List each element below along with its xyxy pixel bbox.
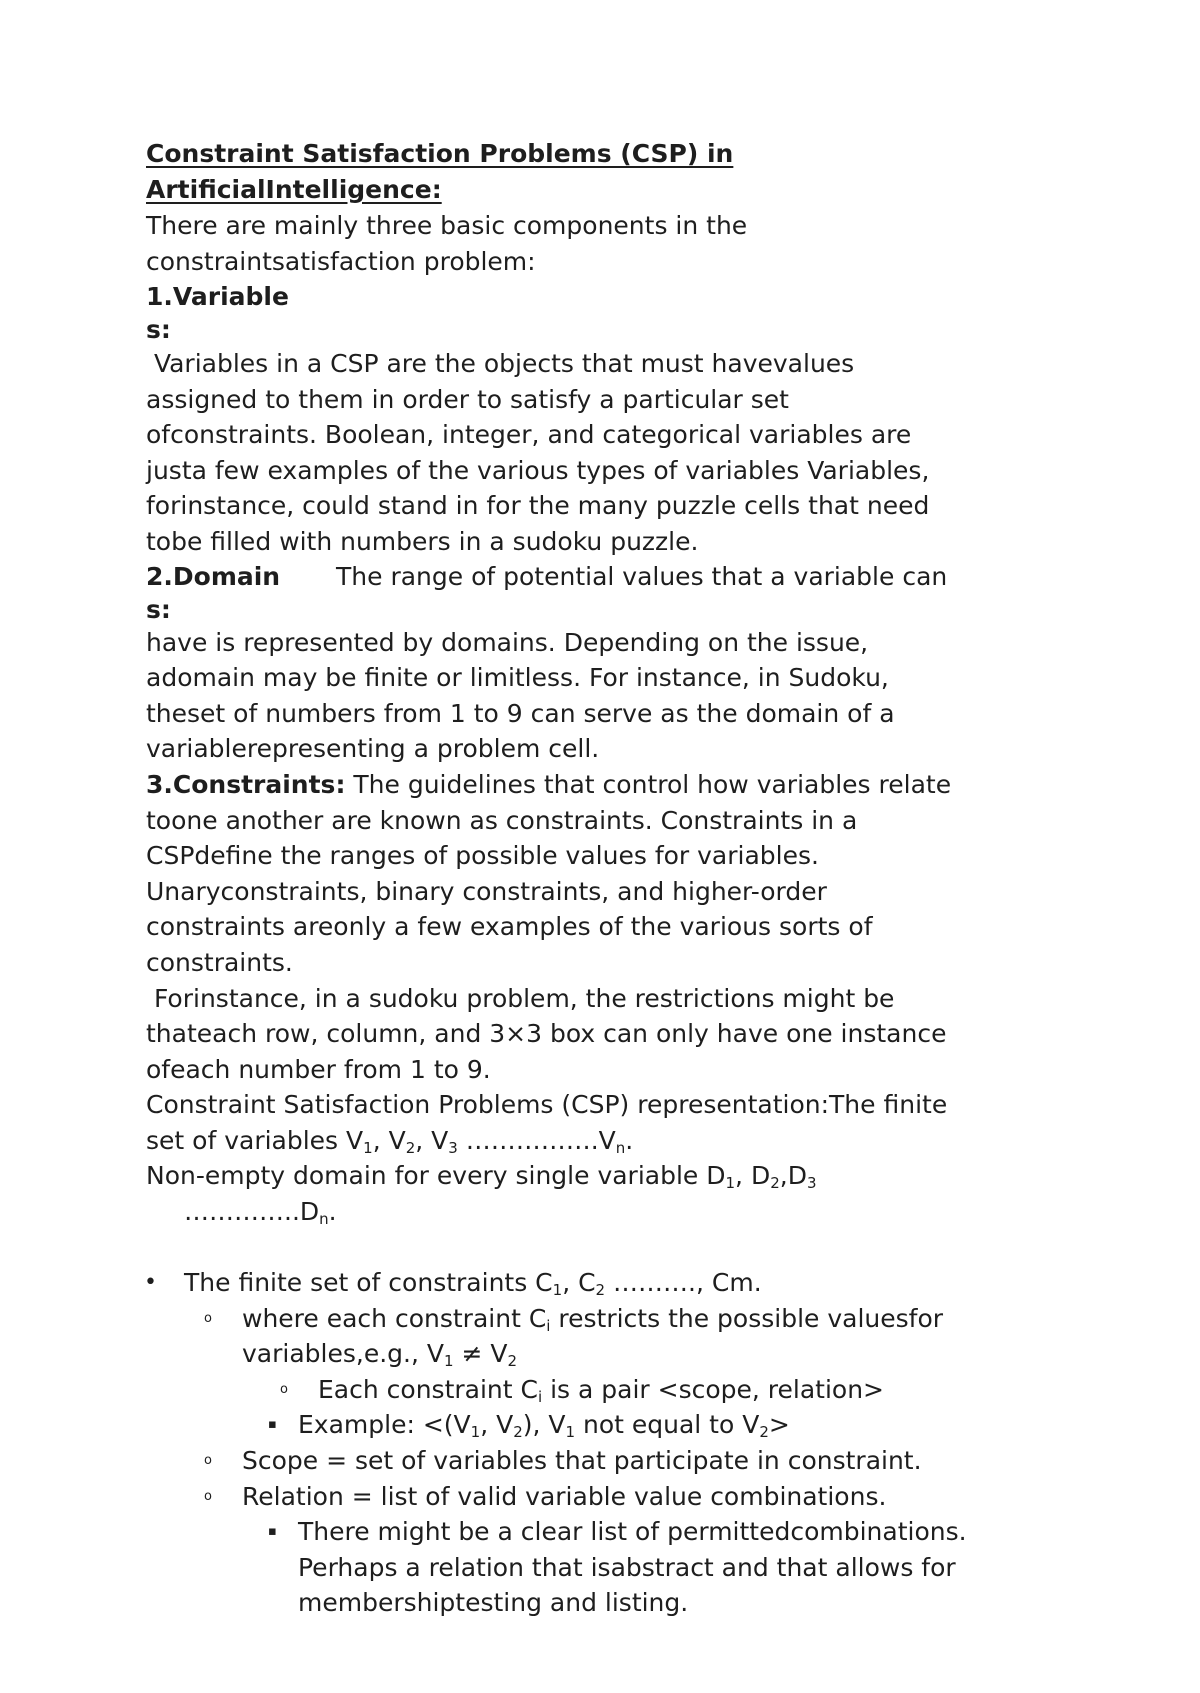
variables-text-5: forinstance, could stand in for the many puzzle cells that need	[146, 491, 930, 520]
representation-line-1: Constraint Satisfaction Problems (CSP) representation:The finite	[146, 1090, 948, 1119]
sub-item1-c: variables,e.g., V	[242, 1339, 444, 1368]
ex-sub-3: 1	[565, 1423, 576, 1441]
constraints-text-6: Forinstance, in a sudoku problem, the restrictions might be	[146, 984, 895, 1013]
constraints-line-1	[146, 767, 951, 803]
constraints-text-4: constraints areonly a few examples of the various sorts of	[146, 912, 873, 941]
domains-text-3: theset of numbers from 1 to 9 can serve as the domain of a	[146, 699, 895, 728]
example-c: not equal to V	[575, 1410, 760, 1439]
bullet-marker: •	[144, 1270, 157, 1295]
sub-item-restricts-1	[242, 1301, 943, 1337]
circle-marker-4: o	[204, 1489, 212, 1504]
c-sub-2: 2	[595, 1281, 606, 1299]
constraints-text-1: toone another are known as constraints. Constraints in a	[146, 806, 858, 835]
circle-marker-1: o	[204, 1311, 212, 1326]
square-marker-2: ▪	[268, 1524, 277, 1539]
ex-sub-2: 2	[513, 1423, 523, 1441]
variables-text-1: Variables in a CSP are the objects that must havevalues	[146, 349, 855, 378]
intro-line-1: There are mainly three basic components in the	[146, 211, 748, 240]
example-d: >	[768, 1410, 790, 1439]
item1-prefix: The finite set of constraints C	[184, 1268, 553, 1297]
circle-marker-2: o	[280, 1382, 288, 1397]
sub-item-restricts-2	[242, 1336, 517, 1372]
domains-heading-b: s:	[146, 595, 171, 624]
domain-sep-2: ,D	[779, 1161, 807, 1190]
vars-prefix: set of variables V	[146, 1126, 364, 1155]
neq: ≠ V	[453, 1339, 508, 1368]
intro-line-2: constraintsatisfaction problem:	[146, 247, 536, 276]
example-item	[298, 1407, 790, 1443]
sub-item1-b: restricts the possible valuesfor	[550, 1304, 944, 1333]
variables-text-3: ofconstraints. Boolean, integer, and categorical variables are	[146, 420, 912, 449]
d-sub-n: n	[319, 1210, 329, 1228]
sub-2: 2	[405, 1139, 416, 1157]
variables-heading-b: s:	[146, 315, 171, 344]
variables-text-6: tobe filled with numbers in a sudoku puzzle.	[146, 527, 699, 556]
variables-text-4: justa few examples of the various types of variables Variables,	[146, 456, 930, 485]
d-sub-3: 3	[806, 1174, 817, 1192]
variables-heading-a: 1.Variable	[146, 282, 289, 311]
document-title-line-2: ArtificialIntelligence:	[146, 175, 442, 204]
list-line-1: There might be a clear list of permittedcombinations.	[298, 1517, 967, 1546]
domain-period: .	[328, 1197, 337, 1226]
constraints-text-5: constraints.	[146, 948, 293, 977]
ex-sub-4: 2	[759, 1423, 769, 1441]
sub-3: 3	[448, 1139, 458, 1157]
domains-text-1: have is represented by domains. Depending on the issue,	[146, 628, 869, 657]
example-b: ), V	[522, 1410, 566, 1439]
item1-suffix: ………., Cm.	[605, 1268, 762, 1297]
subsub-a: Each constraint C	[318, 1375, 538, 1404]
vars-sep-1: , V	[372, 1126, 406, 1155]
variables-text-2: assigned to them in order to satisfy a particular set	[146, 385, 789, 414]
d-sub-2: 2	[770, 1174, 780, 1192]
d-sub-1: 1	[725, 1174, 736, 1192]
vars-period: .	[625, 1126, 634, 1155]
domain-prefix: Non-empty domain for every single variable D	[146, 1161, 726, 1190]
sub-1: 1	[363, 1139, 373, 1157]
constraints-text-first: The guidelines that control how variables relate	[345, 770, 952, 799]
vars-sep-2: , V	[415, 1126, 449, 1155]
bullet-item-constraints-set	[184, 1265, 762, 1301]
subsub-item-pair	[318, 1372, 884, 1408]
relation-item: Relation = list of valid variable value combinations.	[242, 1482, 887, 1511]
circle-marker-3: o	[204, 1453, 212, 1468]
representation-domain-dots-line	[184, 1194, 337, 1230]
domains-heading-a: 2.Domain	[146, 562, 281, 591]
sub-item1-a: where each constraint C	[242, 1304, 547, 1333]
domain-dots: …………..D	[184, 1197, 320, 1226]
domains-text-2: adomain may be finite or limitless. For instance, in Sudoku,	[146, 663, 889, 692]
domains-text-first: The range of potential values that a variable can	[336, 562, 948, 591]
list-line-3: membershiptesting and listing.	[298, 1588, 689, 1617]
document-title-line-1: Constraint Satisfaction Problems (CSP) in	[146, 139, 734, 168]
square-marker-1: ▪	[268, 1417, 277, 1432]
ex-comma-v: , V	[480, 1410, 514, 1439]
c-sub-1: 1	[552, 1281, 563, 1299]
example-a: Example: <(V	[298, 1410, 471, 1439]
item1-mid: , C	[562, 1268, 596, 1297]
representation-variables-line	[146, 1123, 633, 1159]
scope-item: Scope = set of variables that participate in constraint.	[242, 1446, 922, 1475]
ci-sub-2: i	[537, 1388, 543, 1406]
ci-sub: i	[546, 1317, 551, 1335]
domains-text-4: variablerepresenting a problem cell.	[146, 734, 600, 763]
constraints-text-2: CSPdefine the ranges of possible values for variables.	[146, 841, 819, 870]
domain-sep-1: , D	[735, 1161, 771, 1190]
constraints-text-3: Unaryconstraints, binary constraints, and higher-order	[146, 877, 827, 906]
subsub-b: is a pair <scope, relation>	[542, 1375, 884, 1404]
representation-domain-line	[146, 1158, 817, 1194]
sub-n: n	[615, 1139, 626, 1157]
constraints-text-7: thateach row, column, and 3×3 box can only have one instance	[146, 1019, 947, 1048]
v1-sub: 1	[443, 1352, 454, 1370]
constraints-text-8: ofeach number from 1 to 9.	[146, 1055, 491, 1084]
constraints-heading: 3.Constraints:	[146, 770, 346, 799]
v2-sub: 2	[507, 1352, 518, 1370]
ex-sub-1: 1	[470, 1423, 481, 1441]
vars-dots: …………….V	[457, 1126, 616, 1155]
list-line-2: Perhaps a relation that isabstract and that allows for	[298, 1553, 956, 1582]
